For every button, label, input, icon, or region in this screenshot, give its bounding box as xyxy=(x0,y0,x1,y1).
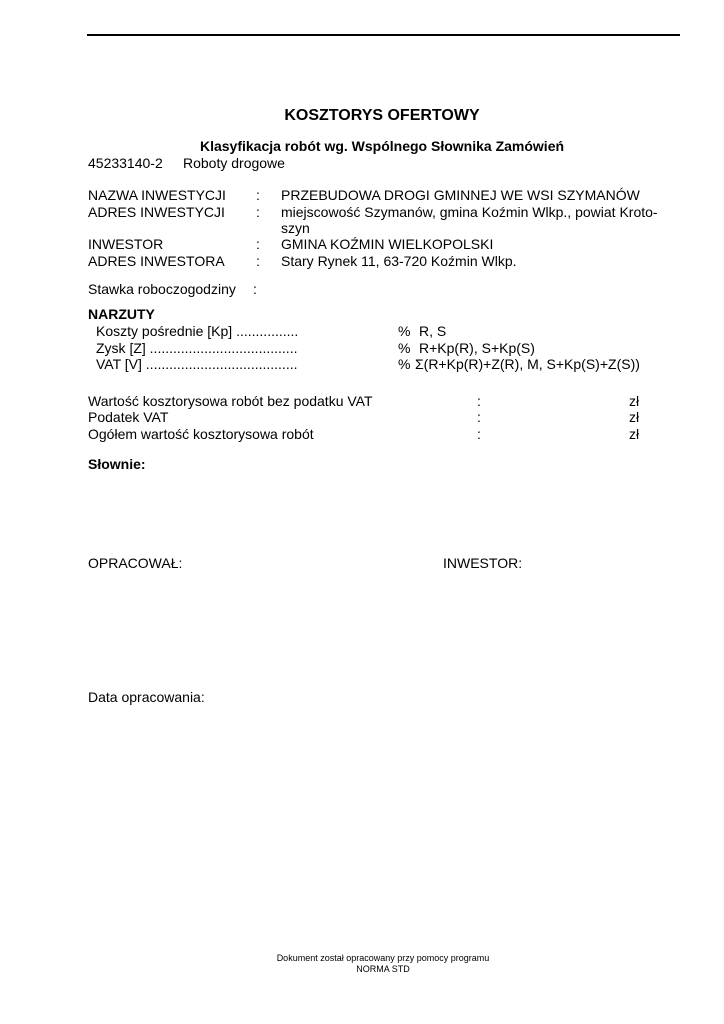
total-label: Podatek VAT xyxy=(88,409,169,425)
investor-value: GMINA KOŹMIN WIELKOPOLSKI xyxy=(281,236,494,252)
investment-address-label: ADRES INWESTYCJI xyxy=(88,204,225,220)
hourly-rate-separator: : xyxy=(253,281,257,297)
separator: : xyxy=(256,253,260,269)
investor-address-label: ADRES INWESTORA xyxy=(88,253,225,269)
surcharge-label: Koszty pośrednie [Kp] ................ xyxy=(96,323,299,339)
hourly-rate-label: Stawka roboczogodziny xyxy=(88,281,236,297)
surcharge-unit: % xyxy=(398,356,411,372)
total-currency: zł xyxy=(629,409,640,425)
investor-label: INWESTOR xyxy=(88,236,164,252)
total-currency: zł xyxy=(629,393,640,409)
total-separator: : xyxy=(477,426,481,442)
date-label: Data opracowania: xyxy=(88,689,205,705)
total-label: Ogółem wartość kosztorysowa robót xyxy=(88,426,314,442)
surcharge-formula: R, S xyxy=(419,323,447,339)
surcharge-unit: % xyxy=(398,323,411,339)
investor-address-value: Stary Rynek 11, 63-720 Koźmin Wlkp. xyxy=(281,253,517,269)
footer-line2: NORMA STD xyxy=(356,964,410,974)
surcharge-formula: Σ(R+Kp(R)+Z(R), M, S+Kp(S)+Z(S)) xyxy=(415,356,640,372)
classification-code: 45233140-2 xyxy=(88,155,163,171)
header-rule xyxy=(87,34,680,36)
separator: : xyxy=(256,236,260,252)
surcharges-heading: NARZUTY xyxy=(88,306,155,322)
investor-signature-label: INWESTOR: xyxy=(443,555,523,571)
investment-name-value: PRZEBUDOWA DROGI GMINNEJ WE WSI SZYMANÓW xyxy=(281,187,640,203)
surcharge-label: Zysk [Z] ...................................... xyxy=(96,340,298,356)
surcharge-formula: R+Kp(R), S+Kp(S) xyxy=(419,340,535,356)
investment-address-value-line1: miejscowość Szymanów, gmina Koźmin Wlkp., powiat Kroto- xyxy=(281,204,658,220)
classification-name: Roboty drogowe xyxy=(183,155,285,171)
in-words-label: Słownie: xyxy=(88,456,146,472)
footer-line1: Dokument został opracowany przy pomocy programu xyxy=(276,953,490,963)
separator: : xyxy=(256,187,260,203)
surcharge-label: VAT [V] ....................................... xyxy=(96,356,298,372)
investment-address-value-line2: szyn xyxy=(281,220,310,236)
investment-name-label: NAZWA INWESTYCJI xyxy=(88,187,226,203)
surcharge-unit: % xyxy=(398,340,411,356)
total-currency: zł xyxy=(629,426,640,442)
prepared-by-label: OPRACOWAŁ: xyxy=(88,555,183,571)
total-separator: : xyxy=(477,409,481,425)
separator: : xyxy=(256,204,260,220)
total-separator: : xyxy=(477,393,481,409)
document-title: KOSZTORYS OFERTOWY xyxy=(284,107,480,124)
classification-heading: Klasyfikacja robót wg. Wspólnego Słownika Zamówień xyxy=(199,138,565,154)
total-label: Wartość kosztorysowa robót bez podatku VAT xyxy=(88,393,373,409)
